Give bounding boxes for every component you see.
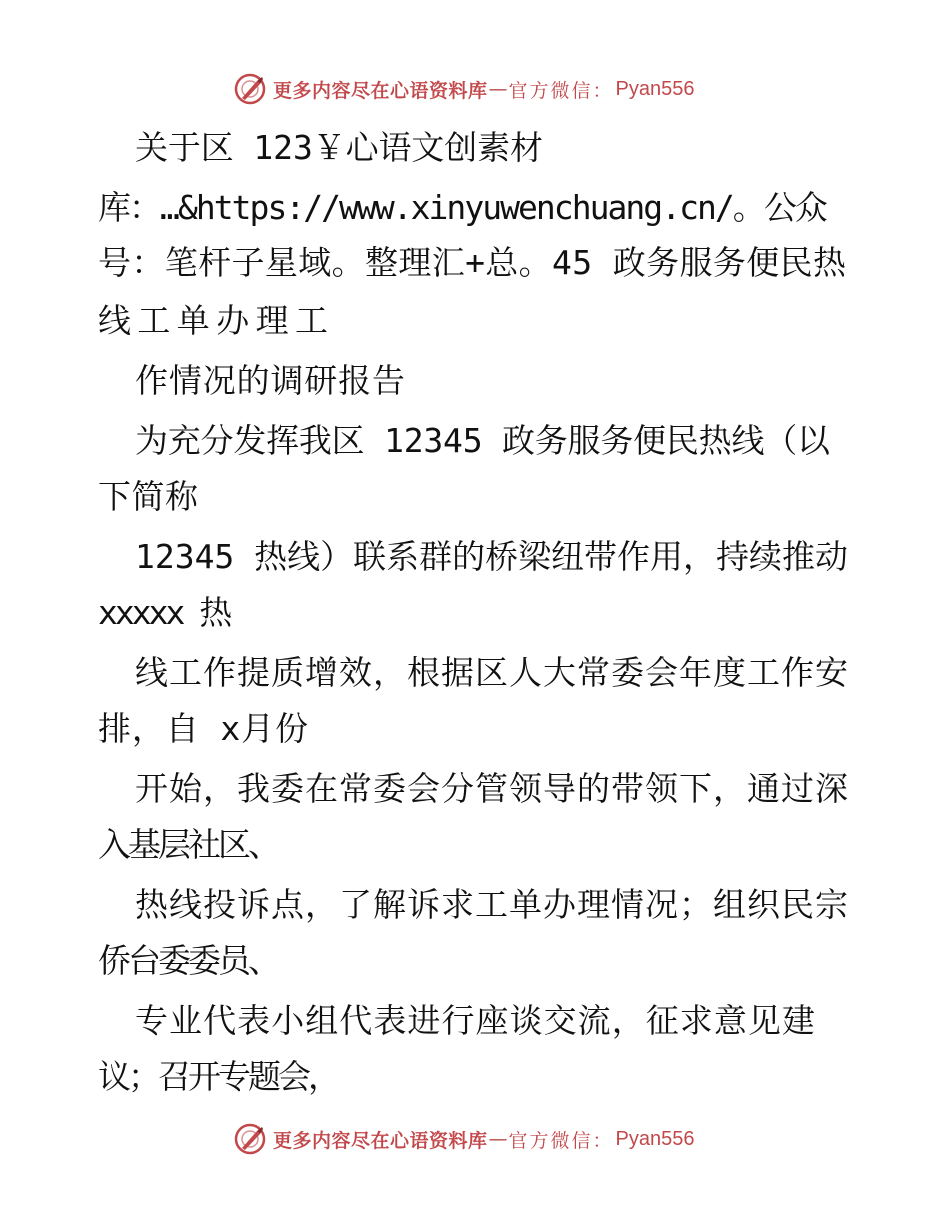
body-text-line: 议；召开专题会，	[98, 1057, 338, 1096]
body-text-line: 专业代表小组代表进行座谈交流，征求意见建	[135, 1001, 816, 1040]
brush-logo-icon	[233, 1122, 267, 1156]
body-text-line: 下简称	[98, 477, 199, 516]
body-text-line: 为充分发挥我区 12345 政务服务便民热线（以	[135, 421, 830, 460]
brush-logo-icon	[233, 72, 267, 106]
body-text-line: 号：笔杆子星域。整理汇+总。45 政务服务便民热	[98, 243, 847, 282]
body-text-line: 关于区 123￥心语文创素材	[135, 128, 543, 167]
body-text-line: 入基层社区、	[98, 825, 278, 864]
body-text-line: 排，自 x月份	[98, 709, 309, 748]
body-text-line: 线工作提质增效，根据区人大常委会年度工作安	[135, 653, 849, 692]
body-text-line: 库：…&https://www.xinyuwenchuang.cn/。公众	[98, 188, 826, 227]
body-text-line: 侨台委委员、	[98, 941, 278, 980]
header-wechat-id: Pyan556	[615, 77, 695, 100]
header-main-text: 更多内容尽在心语资料库	[273, 79, 488, 102]
footer-sub-text: 官方微信：	[508, 1129, 614, 1152]
header-sub-text: 官方微信：	[508, 79, 614, 102]
footer-main-text: 更多内容尽在心语资料库	[273, 1129, 488, 1152]
body-text-line: 12345 热线）联系群的桥梁纽带作用，持续推动	[135, 537, 848, 576]
body-text-line: 开始，我委在常委会分管领导的带领下，通过深	[135, 769, 849, 808]
body-text-line: 热线投诉点，了解诉求工单办理情况；组织民宗	[135, 885, 849, 924]
body-text-line: xxxxx 热	[98, 593, 230, 632]
footer-watermark	[233, 1122, 695, 1156]
footer-wechat-id: Pyan556	[615, 1127, 695, 1150]
footer-dash: —	[488, 1128, 508, 1150]
header-watermark	[233, 72, 695, 106]
body-text-line: 作情况的调研报告	[135, 361, 406, 400]
header-dash: —	[488, 78, 508, 100]
body-text-line: 线工单办理工	[98, 301, 335, 340]
